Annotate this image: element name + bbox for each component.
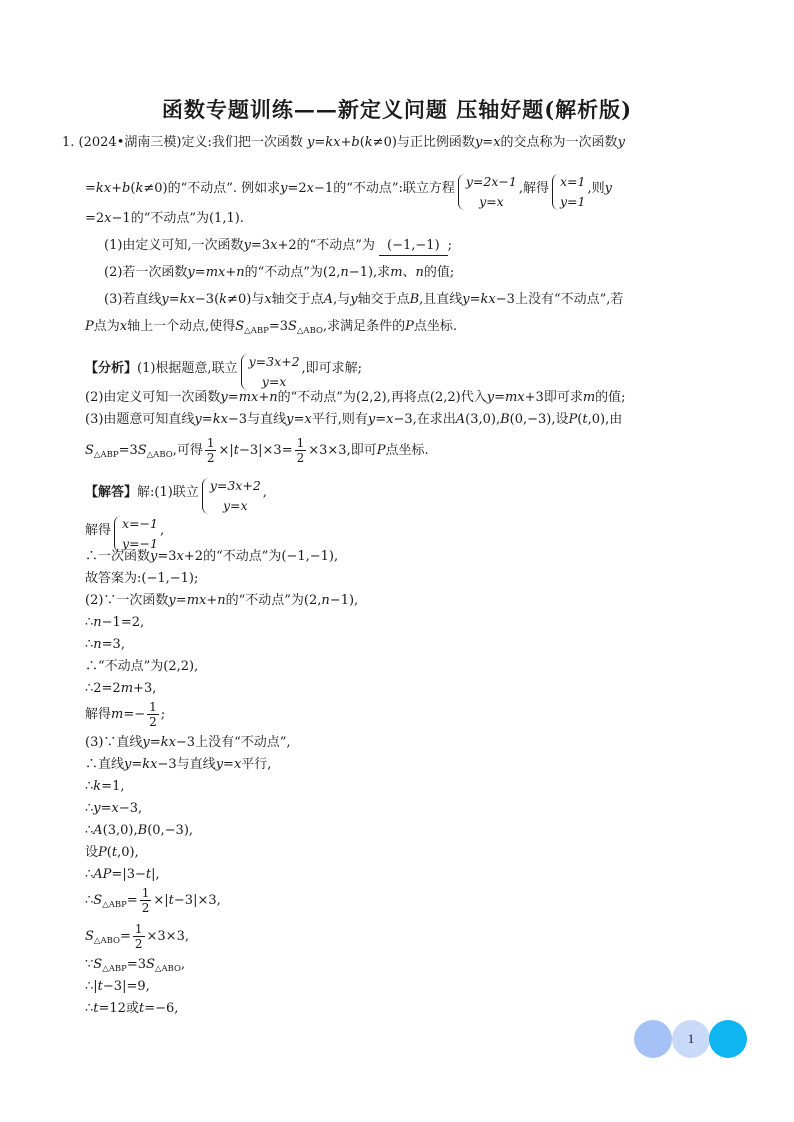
solution-line-7: ∴n=3, — [85, 637, 125, 652]
solution-line-14: ∴y=x−3, — [85, 801, 143, 816]
solution-system: x=1 y=1 — [551, 172, 586, 212]
analysis-line-3: (3)由题意可知直线y=kx−3与直线y=x平行,则有y=x−3,在求出A(3,0),B(0,−3),设P(t,0),由 — [85, 412, 623, 427]
solution-line-15: ∴A(3,0),B(0,−3), — [85, 823, 194, 838]
answer-blank: (−1,−1) — [379, 237, 448, 256]
equation-system: y=2x−1 y=x — [457, 172, 517, 212]
solution-line-17: ∴AP=|3−t|, — [85, 867, 160, 882]
problem-line-3: =2x−1的“不动点”为(1,1). — [85, 211, 244, 226]
page-number: 1 — [672, 1020, 710, 1058]
page-decoration-right — [709, 1020, 747, 1058]
solution-line-4: 故答案为:(−1,−1); — [85, 571, 199, 586]
solution-line-2: 解得 x=−1 y=−1 , — [85, 514, 164, 554]
page-decoration-left — [634, 1020, 672, 1058]
solution-line-8: ∴“不动点”为(2,2), — [85, 659, 199, 674]
solution-line-9: ∴2=2m+3, — [85, 681, 157, 696]
solution-line-21: ∴|t−3|=9, — [85, 979, 150, 994]
solution-line-20: $\because S_{\triangle ABP}=3S_{\triangle ABO}$, — [85, 957, 186, 974]
solution-line-18: $\therefore S_{\triangle ABP}=$ $\frac{1}{2}$ ×|t−3|×3, — [85, 886, 221, 915]
solution-line-12: ∴直线y=kx−3与直线y=x平行, — [85, 757, 272, 772]
analysis-line-2: (2)由定义可知一次函数y=mx+n的“不动点”为(2,2),再将点(2,2)代入y=mx+3即可求m的值; — [85, 390, 626, 405]
solution-line-19: $S_{\triangle ABO}=$ $\frac{1}{2}$ ×3×3, — [85, 922, 189, 951]
question-2: (2)若一次函数y=mx+n的“不动点”为(2,n−1),求m、n的值; — [104, 265, 455, 280]
solution-system-2: x=−1 y=−1 — [113, 514, 158, 554]
problem-line-2: =kx+b(k≠0)的“不动点”. 例如求y=2x−1的“不动点”:联立方程 y=2x−1 y=x ,解得 x=1 y=1 ,则y — [85, 172, 612, 212]
solution-system-1: y=3x+2 y=x — [201, 476, 261, 516]
solution-line-3: ∴一次函数y=3x+2的“不动点”为(−1,−1), — [85, 549, 339, 564]
solution-line-10: 解得m=− $\frac{1}{2}$ ; — [85, 700, 166, 729]
solution-line-5: (2)∵一次函数y=mx+n的“不动点”为(2,n−1), — [85, 593, 359, 608]
analysis-line-1: 【分析】(1)根据题意,联立 y=3x+2 y=x ,即可求解; — [85, 352, 362, 392]
page-title: 函数专题训练——新定义问题 压轴好题(解析版) — [161, 97, 633, 122]
solution-line-22: ∴t=12或t=−6, — [85, 1001, 179, 1016]
solution-line-1: 【解答】解:(1)联立 y=3x+2 y=x , — [85, 476, 267, 516]
analysis-system: y=3x+2 y=x — [240, 352, 300, 392]
solution-line-6: ∴n−1=2, — [85, 615, 145, 630]
solution-line-11: (3)∵直线y=kx−3上没有“不动点”, — [85, 735, 291, 750]
solution-line-16: 设P(t,0), — [85, 845, 139, 860]
question-3: (3)若直线y=kx−3(k≠0)与x轴交于点A,与y轴交于点B,且直线y=kx−3上没有“不动点”,若 — [104, 292, 624, 307]
problem-line-1: 1. (2024•湖南三模)定义:我们把一次函数 y=kx+b(k≠0)与正比例函数y=x的交点称为一次函数y — [62, 135, 625, 150]
solution-line-13: ∴k=1, — [85, 779, 125, 794]
analysis-line-4: $S_{\triangle ABP}=3S_{\triangle ABO}$,可得 $\frac{1}{2}$ ×|t−3|×3= $\frac{1}{2}$ ×3×3,即可P点坐标. — [85, 436, 429, 465]
question-3-cont: P点为x轴上一个动点,使得$S_{\triangle ABP}=3S_{\triangle ABO}$,求满足条件的P点坐标. — [85, 319, 457, 336]
question-1: (1)由定义可知,一次函数y=3x+2的“不动点”为 (−1,−1) ; — [104, 237, 452, 256]
